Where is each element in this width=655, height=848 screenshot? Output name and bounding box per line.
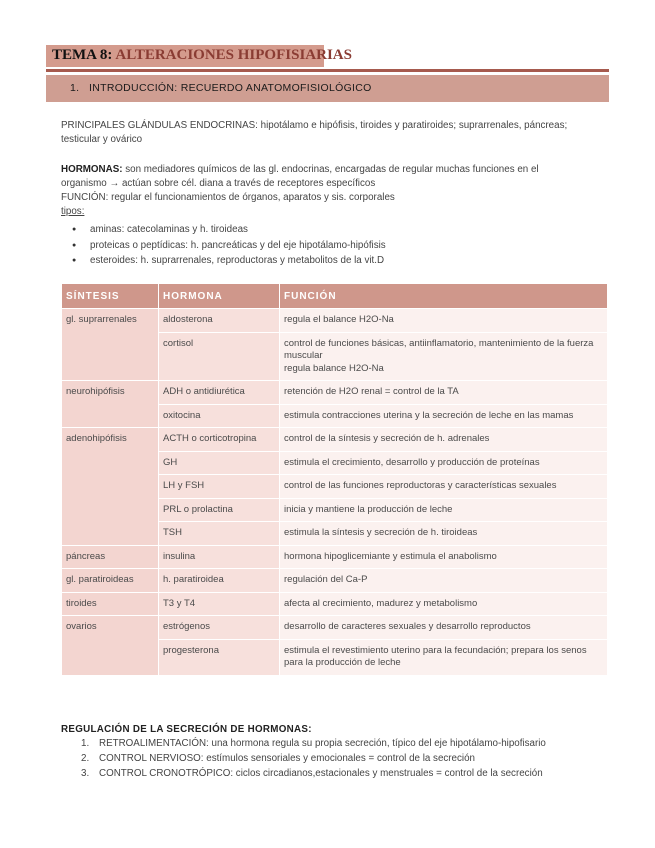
function-cell: estimula la síntesis y secreción de h. tiroideas [280, 522, 608, 546]
function-cell: control de la síntesis y secreción de h. adrenales [280, 428, 608, 452]
table-row [62, 545, 608, 569]
function-cell: estimula el crecimiento, desarrollo y producción de proteínas [280, 451, 608, 475]
function-cell: desarrollo de caracteres sexuales y desarrollo reproductos [280, 616, 608, 640]
table-body [62, 309, 608, 676]
list-item [61, 767, 621, 782]
function-cell: afecta al crecimiento, madurez y metabolismo [280, 592, 608, 616]
function-cell: inicia y mantiene la producción de leche [280, 498, 608, 522]
hormone-cell: progesterona [159, 639, 280, 675]
item-number: 3. [81, 768, 90, 779]
gland-cell: ovarios [62, 616, 159, 676]
header-hormona: HORMONA [159, 284, 280, 309]
gland-cell: gl. suprarrenales [62, 309, 159, 381]
section-heading-text [70, 82, 372, 94]
item-text: CONTROL NERVIOSO: estímulos sensoriales y emocionales = control de la secreción [99, 753, 475, 764]
list-item: ● aminas: catecolaminas y h. tiroideas [72, 222, 386, 238]
title-rule [46, 69, 609, 72]
gland-cell: neurohipófisis [62, 381, 159, 428]
gland-cell: adenohipófisis [62, 428, 159, 546]
hormone-cell: ACTH o corticotropina [159, 428, 280, 452]
hormone-cell: oxitocina [159, 404, 280, 428]
title-name: ALTERACIONES HIPOFISIARIAS [115, 47, 352, 63]
hormone-cell: cortisol [159, 332, 280, 381]
function-cell: regulación del Ca-P [280, 569, 608, 593]
regulation-list [61, 737, 621, 782]
gland-cell: páncreas [62, 545, 159, 569]
regulation-section [61, 724, 621, 782]
hormone-cell: ADH o antidiurética [159, 381, 280, 405]
glands-paragraph [61, 119, 621, 147]
hormone-cell: LH y FSH [159, 475, 280, 499]
header-funcion: FUNCIÓN [280, 284, 608, 309]
table-row [62, 569, 608, 593]
section-number: 1. [70, 82, 80, 94]
hormone-cell: PRL o prolactina [159, 498, 280, 522]
hormone-cell: TSH [159, 522, 280, 546]
function-cell: estimula contracciones uterina y la secreción de leche en las mamas [280, 404, 608, 428]
item-number: 2. [81, 753, 90, 764]
list-item: ● esteroides: h. suprarrenales, reproductoras y metabolitos de la vit.D [72, 253, 386, 269]
hormone-cell: GH [159, 451, 280, 475]
title-number: TEMA 8: [52, 47, 113, 63]
page-title [46, 45, 609, 67]
hormones-paragraph [61, 163, 621, 219]
hormone-cell: insulina [159, 545, 280, 569]
function-cell: hormona hipoglicemiante y estimula el anabolismo [280, 545, 608, 569]
list-item [61, 752, 621, 767]
function-line: FUNCIÓN: regular el funcionamientos de órganos, aparatos y sis. corporales [61, 192, 395, 203]
function-cell: regula el balance H2O-Na [280, 309, 608, 333]
function-cell: control de las funciones reproductoras y características sexuales [280, 475, 608, 499]
table-row [62, 592, 608, 616]
hormones-line-2: organismo → actúan sobre cél. diana a través de receptores específicos [61, 178, 376, 189]
glands-line-1: PRINCIPALES GLÁNDULAS ENDOCRINAS: hipotálamo e hipófisis, tiroides y paratiroides; suprarrenales, páncreas; [61, 120, 568, 131]
regulation-title: REGULACIÓN DE LA SECRECIÓN DE HORMONAS: [61, 724, 312, 735]
hormone-cell: T3 y T4 [159, 592, 280, 616]
glands-line-2: testicular y ovárico [61, 134, 143, 145]
section-heading [46, 75, 609, 102]
function-cell: retención de H2O renal = control de la TA [280, 381, 608, 405]
table-row [62, 309, 608, 333]
hormone-cell: h. paratiroidea [159, 569, 280, 593]
item-text: RETROALIMENTACIÓN: una hormona regula su propia secreción, típico del eje hipotálamo-hipofisario [99, 738, 546, 749]
hormones-label: HORMONAS: [61, 164, 123, 175]
gland-cell: tiroides [62, 592, 159, 616]
hormone-cell: estrógenos [159, 616, 280, 640]
title-text [52, 47, 352, 64]
hormones-line-1 [61, 163, 621, 177]
hormone-types-list [72, 222, 386, 269]
hormones-definition: son mediadores químicos de las gl. endocrinas, encargadas de regular muchas funciones en el [122, 164, 539, 175]
list-item: ● proteicas o peptídicas: h. pancreáticas y del eje hipotálamo-hipófisis [72, 238, 386, 254]
table-row [62, 616, 608, 640]
types-label: tipos: [61, 206, 85, 217]
section-label: INTRODUCCIÓN: RECUERDO ANATOMOFISIOLÓGICO [89, 82, 372, 94]
hormone-cell: aldosterona [159, 309, 280, 333]
function-cell: estimula el revestimiento uterino para la fecundación; prepara los senos para la producción de leche [280, 639, 608, 675]
table-row [62, 381, 608, 405]
header-sintesis: SÍNTESIS [62, 284, 159, 309]
table-row [62, 428, 608, 452]
hormones-table [61, 283, 608, 676]
table-header-row [62, 284, 608, 309]
list-item [61, 737, 621, 752]
gland-cell: gl. paratiroideas [62, 569, 159, 593]
item-text: CONTROL CRONOTRÓPICO: ciclos circadianos,estacionales y menstruales = control de la secreción [99, 768, 543, 779]
function-cell: control de funciones básicas, antiinflamatorio, mantenimiento de la fuerza muscular regula balance H2O-Na [280, 332, 608, 381]
item-number: 1. [81, 738, 90, 749]
